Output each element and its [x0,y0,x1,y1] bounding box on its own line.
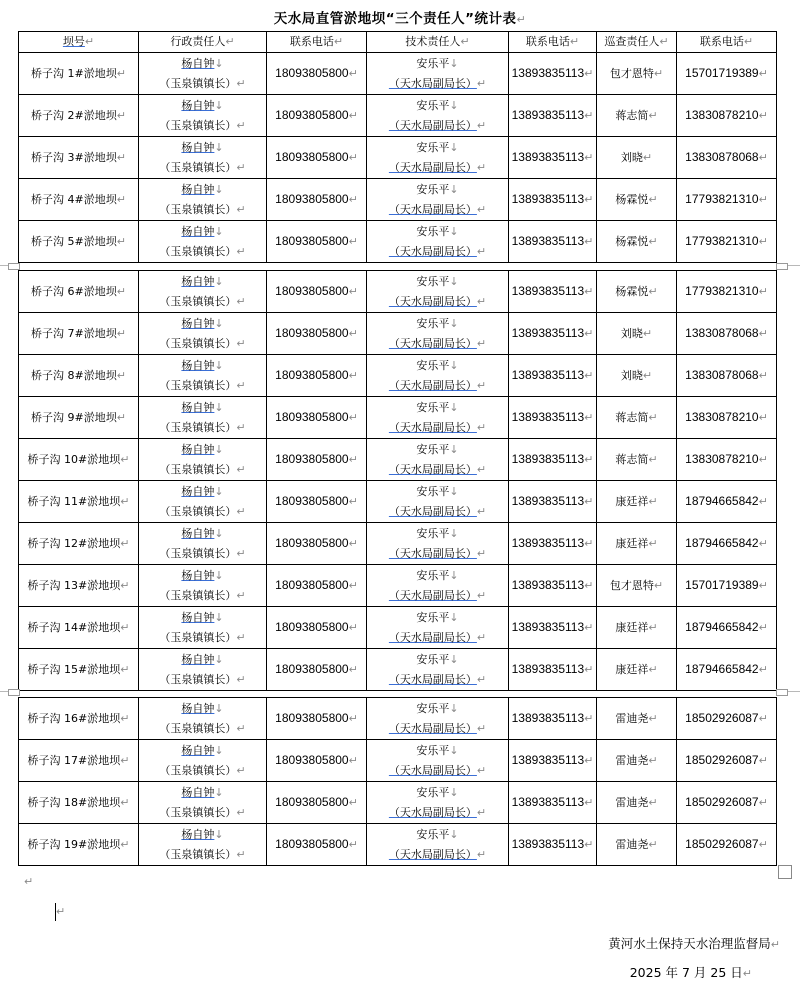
admin-person-cell: 杨自钟↓ （玉泉镇镇长）↵ [139,439,267,481]
patrol-phone-cell: 18794665842↵ [677,649,777,691]
issuing-organization: 黄河水土保持天水治理监督局↵ [608,936,780,951]
dam-name-cell: 桥子沟 15#淤地坝↵ [19,649,139,691]
admin-phone-cell: 18093805800↵ [267,523,367,565]
tech-phone-cell: 13893835113↵ [509,782,597,824]
dam-name-cell: 桥子沟 10#淤地坝↵ [19,439,139,481]
table-row [19,782,777,824]
tech-phone-cell: 13893835113↵ [509,523,597,565]
table-row [19,649,777,691]
header-tech-person: 技术责任人↵ [367,32,509,53]
patrol-phone-cell: 18794665842↵ [677,481,777,523]
patrol-phone-cell: 17793821310↵ [677,221,777,263]
admin-phone-cell: 18093805800↵ [267,271,367,313]
table-row [19,271,777,313]
admin-phone-cell: 18093805800↵ [267,607,367,649]
header-patrol-phone: 联系电话↵ [677,32,777,53]
admin-phone-cell: 18093805800↵ [267,313,367,355]
patrol-person-cell: 雷迪尧↵ [597,782,677,824]
patrol-person-cell: 雷迪尧↵ [597,824,677,866]
tech-person-cell: 安乐平↓ （天水局副局长）↵ [367,565,509,607]
responsibility-table-part-3 [18,697,777,866]
admin-phone-cell: 18093805800↵ [267,481,367,523]
patrol-phone-cell: 13830878210↵ [677,439,777,481]
admin-phone-cell: 18093805800↵ [267,740,367,782]
admin-person-cell: 杨自钟↓ （玉泉镇镇长）↵ [139,137,267,179]
table-row [19,607,777,649]
tech-person-cell: 安乐平↓ （天水局副局长）↵ [367,179,509,221]
table-row [19,698,777,740]
admin-person-cell: 杨自钟↓ （玉泉镇镇长）↵ [139,397,267,439]
dam-name-cell: 桥子沟 18#淤地坝↵ [19,782,139,824]
table-header-row [19,32,777,53]
empty-paragraph: ↵ [56,905,66,918]
dam-name-cell: 桥子沟 12#淤地坝↵ [19,523,139,565]
table-row [19,179,777,221]
table-row [19,523,777,565]
admin-phone-cell: 18093805800↵ [267,698,367,740]
responsibility-table-part-2 [18,270,777,691]
table-row [19,355,777,397]
dam-name-cell: 桥子沟 3#淤地坝↵ [19,137,139,179]
tech-person-cell: 安乐平↓ （天水局副局长）↵ [367,313,509,355]
dam-name-cell: 桥子沟 8#淤地坝↵ [19,355,139,397]
tech-phone-cell: 13893835113↵ [509,95,597,137]
header-tech-phone: 联系电话↵ [509,32,597,53]
patrol-phone-cell: 15701719389↵ [677,565,777,607]
tech-person-cell: 安乐平↓ （天水局副局长）↵ [367,649,509,691]
tech-phone-cell: 13893835113↵ [509,179,597,221]
issue-date: 2025 年 7 月 25 日↵ [629,965,752,980]
tech-person-cell: 安乐平↓ （天水局副局长）↵ [367,824,509,866]
patrol-person-cell: 康廷祥↵ [597,523,677,565]
header-admin-person: 行政责任人↵ [139,32,267,53]
tech-phone-cell: 13893835113↵ [509,271,597,313]
admin-person-cell: 杨自钟↓ （玉泉镇镇长）↵ [139,221,267,263]
paragraph-mark-icon: ↵ [516,13,527,26]
table-row [19,439,777,481]
table-row [19,313,777,355]
patrol-person-cell: 康廷祥↵ [597,607,677,649]
admin-person-cell: 杨自钟↓ （玉泉镇镇长）↵ [139,740,267,782]
admin-person-cell: 杨自钟↓ （玉泉镇镇长）↵ [139,271,267,313]
patrol-person-cell: 康廷祥↵ [597,649,677,691]
tech-person-cell: 安乐平↓ （天水局副局长）↵ [367,439,509,481]
tech-person-cell: 安乐平↓ （天水局副局长）↵ [367,523,509,565]
admin-person-cell: 杨自钟↓ （玉泉镇镇长）↵ [139,565,267,607]
admin-phone-cell: 18093805800↵ [267,565,367,607]
title-text: 天水局直管淤地坝“三个责任人”统计表 [273,11,517,27]
tech-phone-cell: 13893835113↵ [509,397,597,439]
tech-person-cell: 安乐平↓ （天水局副局长）↵ [367,782,509,824]
patrol-person-cell: 包才恩特↵ [597,565,677,607]
dam-name-cell: 桥子沟 5#淤地坝↵ [19,221,139,263]
tech-phone-cell: 13893835113↵ [509,313,597,355]
patrol-person-cell: 蒋志简↵ [597,397,677,439]
patrol-person-cell: 雷迪尧↵ [597,698,677,740]
empty-paragraph: ↵ [24,875,34,888]
header-patrol-person: 巡查责任人↵ [597,32,677,53]
dam-name-cell: 桥子沟 17#淤地坝↵ [19,740,139,782]
document-title [0,7,800,27]
admin-person-cell: 杨自钟↓ （玉泉镇镇长）↵ [139,179,267,221]
admin-person-cell: 杨自钟↓ （玉泉镇镇长）↵ [139,782,267,824]
admin-phone-cell: 18093805800↵ [267,179,367,221]
dam-name-cell: 桥子沟 7#淤地坝↵ [19,313,139,355]
tech-phone-cell: 13893835113↵ [509,607,597,649]
admin-person-cell: 杨自钟↓ （玉泉镇镇长）↵ [139,95,267,137]
tech-person-cell: 安乐平↓ （天水局副局长）↵ [367,397,509,439]
dam-name-cell: 桥子沟 13#淤地坝↵ [19,565,139,607]
patrol-phone-cell: 13830878210↵ [677,95,777,137]
patrol-phone-cell: 17793821310↵ [677,179,777,221]
admin-phone-cell: 18093805800↵ [267,649,367,691]
patrol-person-cell: 雷迪尧↵ [597,740,677,782]
tech-phone-cell: 13893835113↵ [509,53,597,95]
table-row [19,221,777,263]
table-row [19,481,777,523]
patrol-phone-cell: 13830878068↵ [677,313,777,355]
admin-phone-cell: 18093805800↵ [267,53,367,95]
table-row [19,397,777,439]
tech-person-cell: 安乐平↓ （天水局副局长）↵ [367,221,509,263]
admin-person-cell: 杨自钟↓ （玉泉镇镇长）↵ [139,824,267,866]
patrol-person-cell: 杨霖悦↵ [597,271,677,313]
header-dam-number: 坝号↵ [19,32,139,53]
tech-phone-cell: 13893835113↵ [509,439,597,481]
admin-phone-cell: 18093805800↵ [267,137,367,179]
admin-phone-cell: 18093805800↵ [267,824,367,866]
patrol-person-cell: 包才恩特↵ [597,53,677,95]
dam-name-cell: 桥子沟 16#淤地坝↵ [19,698,139,740]
tech-phone-cell: 13893835113↵ [509,221,597,263]
admin-phone-cell: 18093805800↵ [267,355,367,397]
admin-phone-cell: 18093805800↵ [267,95,367,137]
dam-name-cell: 桥子沟 19#淤地坝↵ [19,824,139,866]
patrol-phone-cell: 13830878068↵ [677,137,777,179]
tech-person-cell: 安乐平↓ （天水局副局长）↵ [367,271,509,313]
table-row [19,824,777,866]
table-row [19,565,777,607]
tech-phone-cell: 13893835113↵ [509,137,597,179]
dam-name-cell: 桥子沟 6#淤地坝↵ [19,271,139,313]
patrol-person-cell: 蒋志简↵ [597,95,677,137]
patrol-phone-cell: 13830878068↵ [677,355,777,397]
patrol-person-cell: 杨霖悦↵ [597,179,677,221]
dam-name-cell: 桥子沟 2#淤地坝↵ [19,95,139,137]
patrol-phone-cell: 17793821310↵ [677,271,777,313]
tech-phone-cell: 13893835113↵ [509,824,597,866]
tech-person-cell: 安乐平↓ （天水局副局长）↵ [367,95,509,137]
patrol-person-cell: 杨霖悦↵ [597,221,677,263]
dam-name-cell: 桥子沟 14#淤地坝↵ [19,607,139,649]
patrol-person-cell: 蒋志简↵ [597,439,677,481]
patrol-phone-cell: 18502926087↵ [677,824,777,866]
tech-person-cell: 安乐平↓ （天水局副局长）↵ [367,53,509,95]
table-row [19,53,777,95]
dam-name-cell: 桥子沟 11#淤地坝↵ [19,481,139,523]
page-break-marker [0,263,800,269]
table-end-marker [778,865,792,879]
tech-person-cell: 安乐平↓ （天水局副局长）↵ [367,481,509,523]
patrol-phone-cell: 15701719389↵ [677,53,777,95]
tech-person-cell: 安乐平↓ （天水局副局长）↵ [367,607,509,649]
tech-phone-cell: 13893835113↵ [509,740,597,782]
tech-phone-cell: 13893835113↵ [509,481,597,523]
patrol-phone-cell: 18794665842↵ [677,607,777,649]
table-row [19,137,777,179]
tech-phone-cell: 13893835113↵ [509,649,597,691]
page-break-marker [0,689,800,695]
admin-person-cell: 杨自钟↓ （玉泉镇镇长）↵ [139,355,267,397]
admin-person-cell: 杨自钟↓ （玉泉镇镇长）↵ [139,649,267,691]
tech-person-cell: 安乐平↓ （天水局副局长）↵ [367,137,509,179]
tech-person-cell: 安乐平↓ （天水局副局长）↵ [367,355,509,397]
dam-name-cell: 桥子沟 4#淤地坝↵ [19,179,139,221]
dam-name-cell: 桥子沟 9#淤地坝↵ [19,397,139,439]
header-admin-phone: 联系电话↵ [267,32,367,53]
patrol-phone-cell: 13830878210↵ [677,397,777,439]
tech-phone-cell: 13893835113↵ [509,698,597,740]
patrol-phone-cell: 18502926087↵ [677,740,777,782]
patrol-phone-cell: 18502926087↵ [677,698,777,740]
table-row [19,95,777,137]
patrol-person-cell: 康廷祥↵ [597,481,677,523]
admin-person-cell: 杨自钟↓ （玉泉镇镇长）↵ [139,53,267,95]
patrol-phone-cell: 18794665842↵ [677,523,777,565]
tech-person-cell: 安乐平↓ （天水局副局长）↵ [367,740,509,782]
admin-phone-cell: 18093805800↵ [267,221,367,263]
admin-person-cell: 杨自钟↓ （玉泉镇镇长）↵ [139,481,267,523]
dam-name-cell: 桥子沟 1#淤地坝↵ [19,53,139,95]
admin-person-cell: 杨自钟↓ （玉泉镇镇长）↵ [139,313,267,355]
admin-person-cell: 杨自钟↓ （玉泉镇镇长）↵ [139,607,267,649]
tech-person-cell: 安乐平↓ （天水局副局长）↵ [367,698,509,740]
tech-phone-cell: 13893835113↵ [509,355,597,397]
admin-person-cell: 杨自钟↓ （玉泉镇镇长）↵ [139,698,267,740]
admin-person-cell: 杨自钟↓ （玉泉镇镇长）↵ [139,523,267,565]
responsibility-table-part-1 [18,31,777,263]
patrol-person-cell: 刘晓↵ [597,355,677,397]
patrol-person-cell: 刘晓↵ [597,313,677,355]
tech-phone-cell: 13893835113↵ [509,565,597,607]
patrol-phone-cell: 18502926087↵ [677,782,777,824]
admin-phone-cell: 18093805800↵ [267,397,367,439]
patrol-person-cell: 刘晓↵ [597,137,677,179]
table-row [19,740,777,782]
admin-phone-cell: 18093805800↵ [267,439,367,481]
admin-phone-cell: 18093805800↵ [267,782,367,824]
